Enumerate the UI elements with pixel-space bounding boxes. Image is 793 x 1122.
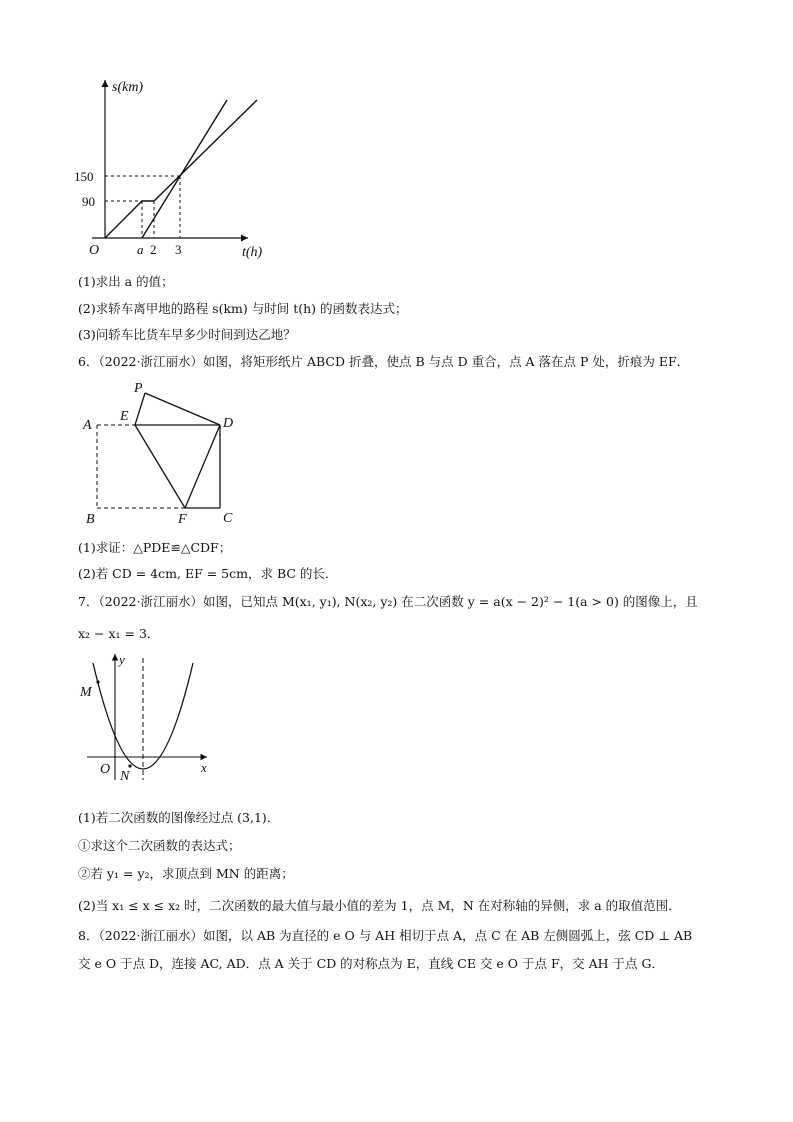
y-tick-90: 90 [82,194,95,209]
label-y: y [119,652,125,667]
label-A: A [83,418,92,433]
x-tick-2: 2 [150,242,157,257]
label-O: O [100,762,111,777]
x-tick-a: a [137,242,144,257]
q7-part1: (1)若二次函数的图像经过点 (3,1)． [78,810,280,825]
edge-DF [185,425,220,508]
point-M [96,680,99,683]
label-M: M [80,685,92,700]
label-B: B [86,512,95,527]
y-tick-150: 150 [74,169,94,184]
q6-stem: 6．（2022·浙江丽水）如图，将矩形纸片 ABCD 折叠，使点 B 与点 D 重合，点 A 落在点 P 处，折痕为 EF． [78,354,690,369]
q5-part1: (1)求出 a 的值； [78,274,174,289]
label-C: C [223,511,233,526]
x-axis-label: t(h) [242,245,263,260]
folded-rectangle-figure [75,375,250,535]
point-N [128,764,131,767]
truck-line [105,100,257,238]
q7-stem-line1: 7．（2022·浙江丽水）如图，已知点 M(x₁, y₁), N(x₂, y₂) 在二次函数 y = a(x − 2)² − 1(a > 0) 的图像上，且 [78,594,698,609]
edge-PD [145,393,220,425]
q5-part3: (3)问轿车比货车早多少时间到达乙地？ [78,327,296,342]
y-axis-label: s(km) [112,80,144,95]
q5-part2: (2)求轿车离甲地的路程 s(km) 与时间 t(h) 的函数表达式； [78,301,408,316]
distance-time-graph [70,70,280,265]
car-line [142,100,227,238]
label-F: F [178,512,187,527]
q7-stem-line2: x₂ − x₁ = 3． [78,626,160,641]
label-x: x [201,760,207,775]
q8-stem-line1: 8．（2022·浙江丽水）如图，以 AB 为直径的 e O 与 AH 相切于点 A，点 C 在 AB 左侧圆弧上，弦 CD ⊥ AB [78,928,693,943]
edge-EP [135,393,145,425]
label-E: E [120,409,129,424]
q6-part2: (2)若 CD = 4cm, EF = 5cm，求 BC 的长． [78,566,338,581]
x-tick-3: 3 [175,242,182,257]
edge-EF [135,425,185,508]
origin-label: O [89,243,100,258]
parabola-figure [75,650,220,790]
label-N: N [120,769,130,784]
label-D: D [223,416,234,431]
q7-part2: (2)当 x₁ ≤ x ≤ x₂ 时，二次函数的最大值与最小值的差为 1，点 M，N 在对称轴的异侧，求 a 的取值范围． [78,898,681,913]
q6-part1: (1)求证：△PDE≌△CDF； [78,540,232,555]
label-P: P [134,381,143,396]
q8-stem-line2: 交 e O 于点 D，连接 AC, AD．点 A 关于 CD 的对称点为 E，直线 CE 交 e O 于点 F，交 AH 于点 G． [78,956,664,971]
q7-sub2: ②若 y₁ = y₂，求顶点到 MN 的距离； [78,866,294,881]
q7-sub1: ①求这个二次函数的表达式； [78,838,241,853]
